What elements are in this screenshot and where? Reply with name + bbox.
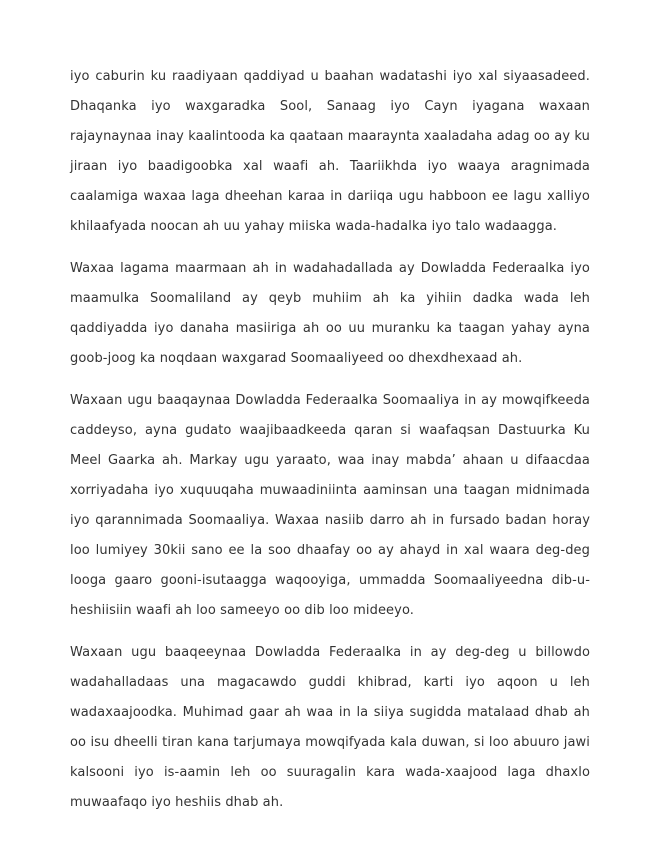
document-paragraph-1: iyo caburin ku raadiyaan qaddiyad u baahan wadatashi iyo xal siyaasadeed. Dhaqanka iyo waxgaradka Sool, Sanaag iyo Cayn iyagana waxaan rajaynaynaa inay kaalintooda ka qaataan maaraynta xaaladaha adag oo ay ku jiraan iyo baadigoobka xal waafi ah. Taariikhda iyo waaya aragnimada caalamiga waxaa laga dheehan karaa in dariiqa ugu habboon ee lagu xalliyo khilaafyada noocan ah uu yahay miiska wada-hadalka iyo talo wadaagga. — [70, 69, 590, 234]
document-paragraph-3: Waxaan ugu baaqaynaa Dowladda Federaalka Soomaaliya in ay mowqifkeeda caddeyso, ayna gudato waajibaadkeeda qaran si waafaqsan Dastuurka Ku Meel Gaarka ah. Markay ugu yaraato, waa inay mabda’ ahaan u difaacdaa xorriyadaha iyo xuquuqaha muwaadiniinta aaminsan una taagan midnimada iyo qarannimada Soomaaliya. Waxaa nasiib darro ah in fursado badan horay loo lumiyey 30kii sano ee la soo dhaafay oo ay ahayd in xal waara deg-deg looga gaaro gooni-isutaagga waqooyiga, ummadda Soomaaliyeedna dib-u-heshiisiin waafi ah loo sameeyo oo dib loo mideeyo. — [70, 393, 590, 618]
document-paragraph-2: Waxaa lagama maarmaan ah in wadahadallada ay Dowladda Federaalka iyo maamulka Soomaliland ay qeyb muhiim ah ka yihiin dadka wada leh qaddiyadda iyo danaha masiiriga ah oo uu muranku ka taagan yahay ayna goob-joog ka noqdaan waxgarad Soomaaliyeed oo dhexdhexaad ah. — [70, 261, 590, 366]
document-paragraph-4: Waxaan ugu baaqeeynaa Dowladda Federaalka in ay deg-deg u billowdo wadahalladaas una magacawdo guddi khibrad, karti iyo aqoon u leh wadaxaajoodka. Muhimad gaar ah waa in la siiya sugidda matalaad dhab ah oo isu dheelli tiran kana tarjumaya mowqifyada kala duwan, si loo abuuro jawi kalsooni iyo is-aamin leh oo suuragalin kara wada-xaajood laga dhaxlo muwaafaqo iyo heshiis dhab ah. — [70, 645, 590, 810]
